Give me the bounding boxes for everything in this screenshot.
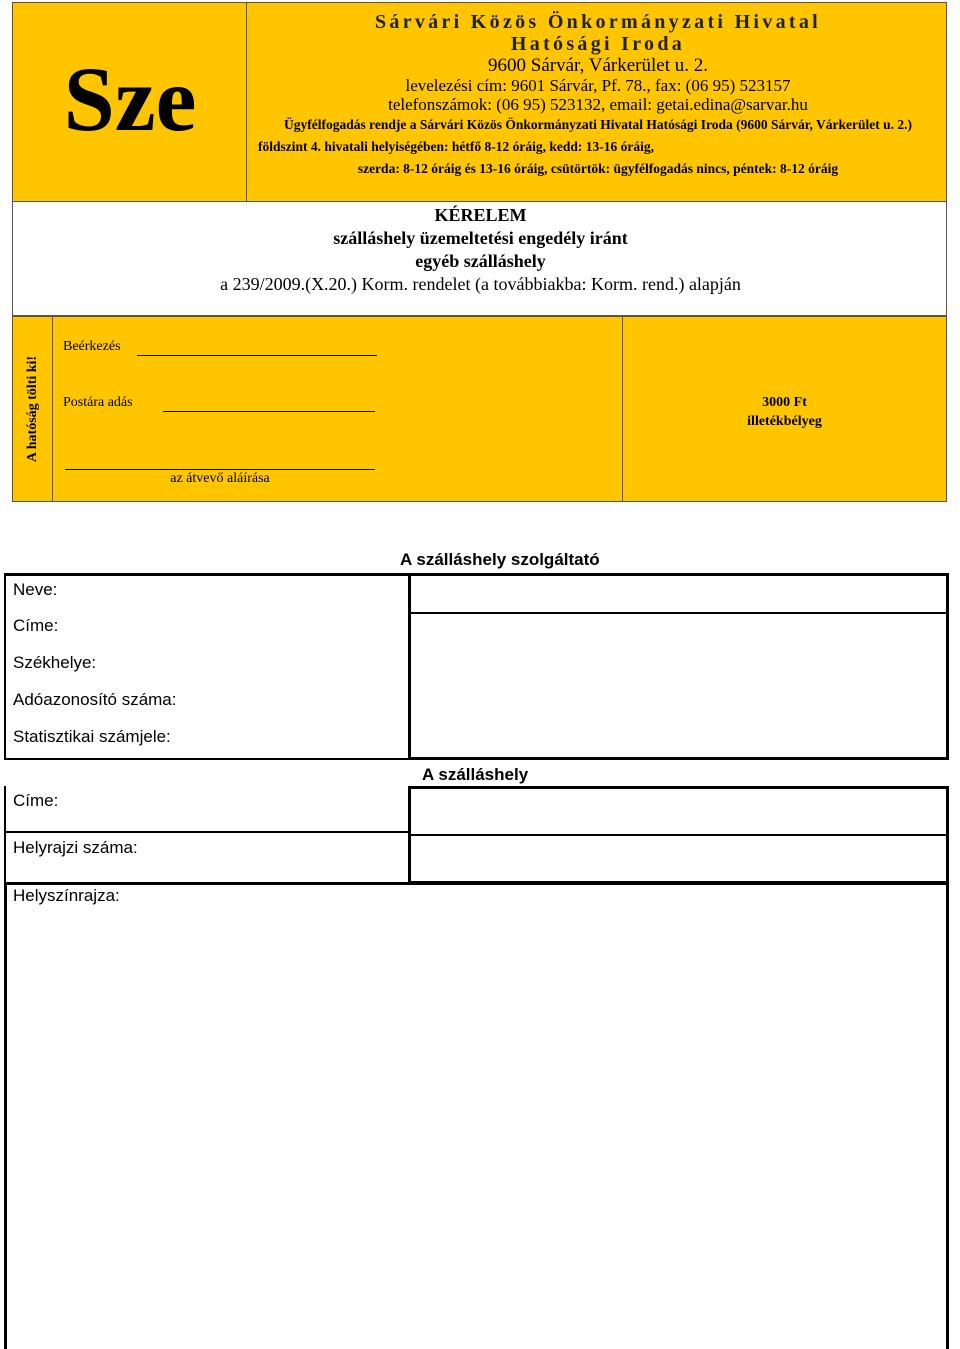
provider-bottom-rule — [4, 758, 409, 760]
received-field[interactable] — [137, 355, 377, 356]
provider-name-field[interactable] — [408, 576, 946, 610]
hours-line-2: földszint 4. hivatali helyiségében: hétfő 8-12 óráig, kedd: 13-16 óráig, — [258, 139, 654, 154]
title-legal-basis: a 239/2009.(X.20.) Korm. rendelet (a továbbiakba: Korm. rend.) alapján — [220, 274, 741, 294]
provider-section-title: A szálláshely szolgáltató — [400, 550, 600, 569]
provider-stat-id-label: Statisztikai számjele: — [13, 727, 171, 746]
accommodation-address-field[interactable] — [411, 789, 946, 831]
title-type: egyéb szálláshely — [415, 251, 546, 271]
letterhead-text — [258, 11, 938, 180]
fee-stamp-box — [623, 317, 946, 501]
provider-name-label: Neve: — [13, 580, 58, 599]
letterhead — [12, 2, 947, 202]
logo-box — [13, 3, 247, 201]
fee-stamp-label: illetékbélyeg — [747, 414, 822, 429]
form-title — [13, 204, 948, 296]
department-name: Hatósági Iroda — [510, 33, 686, 55]
office-use-label: A hatóság tölti ki! — [25, 355, 40, 463]
accommodation-mid-rule — [4, 831, 409, 833]
title-subject: szálláshely üzemeltetési engedély iránt — [333, 228, 628, 248]
title-box — [12, 200, 947, 316]
hours-line-1: Ügyfélfogadás rendje a Sárvári Közös Önkormányzati Hivatal Hatósági Iroda (9600 Sárvár, Várkerület u. 2.) — [284, 117, 912, 132]
office-use-label-column — [13, 317, 53, 501]
provider-address-label: Címe: — [13, 616, 59, 635]
receiver-signature-field[interactable] — [65, 469, 375, 470]
hours-line-3: szerda: 8-12 óráig és 13-16 óráig, csütörtök: ügyfélfogadás nincs, péntek: 8-12 óráig — [357, 161, 839, 176]
posted-label: Postára adás — [63, 395, 133, 410]
accommodation-left-rule — [4, 786, 6, 884]
accommodation-parcel-label: Helyrajzi száma: — [13, 838, 138, 857]
phone-email: telefonszámok: (06 95) 523132, email: getai.edina@sarvar.hu — [388, 95, 808, 114]
title-kerelem: KÉRELEM — [434, 205, 527, 225]
site-plan-label: Helyszínrajza: — [13, 886, 120, 905]
logo: Sze — [63, 48, 197, 150]
postal-address: levelezési cím: 9601 Sárvár, Pf. 78., fax: (06 95) 523157 — [405, 76, 791, 95]
provider-seat-label: Székhelye: — [13, 653, 97, 672]
signature-label: az átvevő aláírása — [170, 471, 270, 486]
office-use-section — [12, 316, 947, 502]
accommodation-parcel-field[interactable] — [411, 834, 946, 881]
office-address: 9600 Sárvár, Várkerület u. 2. — [488, 55, 708, 76]
office-use-fields — [53, 317, 623, 501]
provider-address-field[interactable] — [408, 612, 946, 757]
provider-top-rule — [4, 573, 409, 576]
site-plan-box[interactable] — [4, 882, 949, 1349]
fee-amount: 3000 Ft — [762, 395, 807, 410]
accommodation-address-label: Címe: — [13, 791, 59, 810]
posted-field[interactable] — [163, 411, 375, 412]
accommodation-section-title: A szálláshely — [422, 765, 529, 784]
office-name: Sárvári Közös Önkormányzati Hivatal — [374, 11, 822, 33]
provider-left-rule — [4, 573, 6, 760]
received-label: Beérkezés — [63, 339, 121, 354]
provider-tax-id-label: Adóazonosító száma: — [13, 690, 177, 709]
